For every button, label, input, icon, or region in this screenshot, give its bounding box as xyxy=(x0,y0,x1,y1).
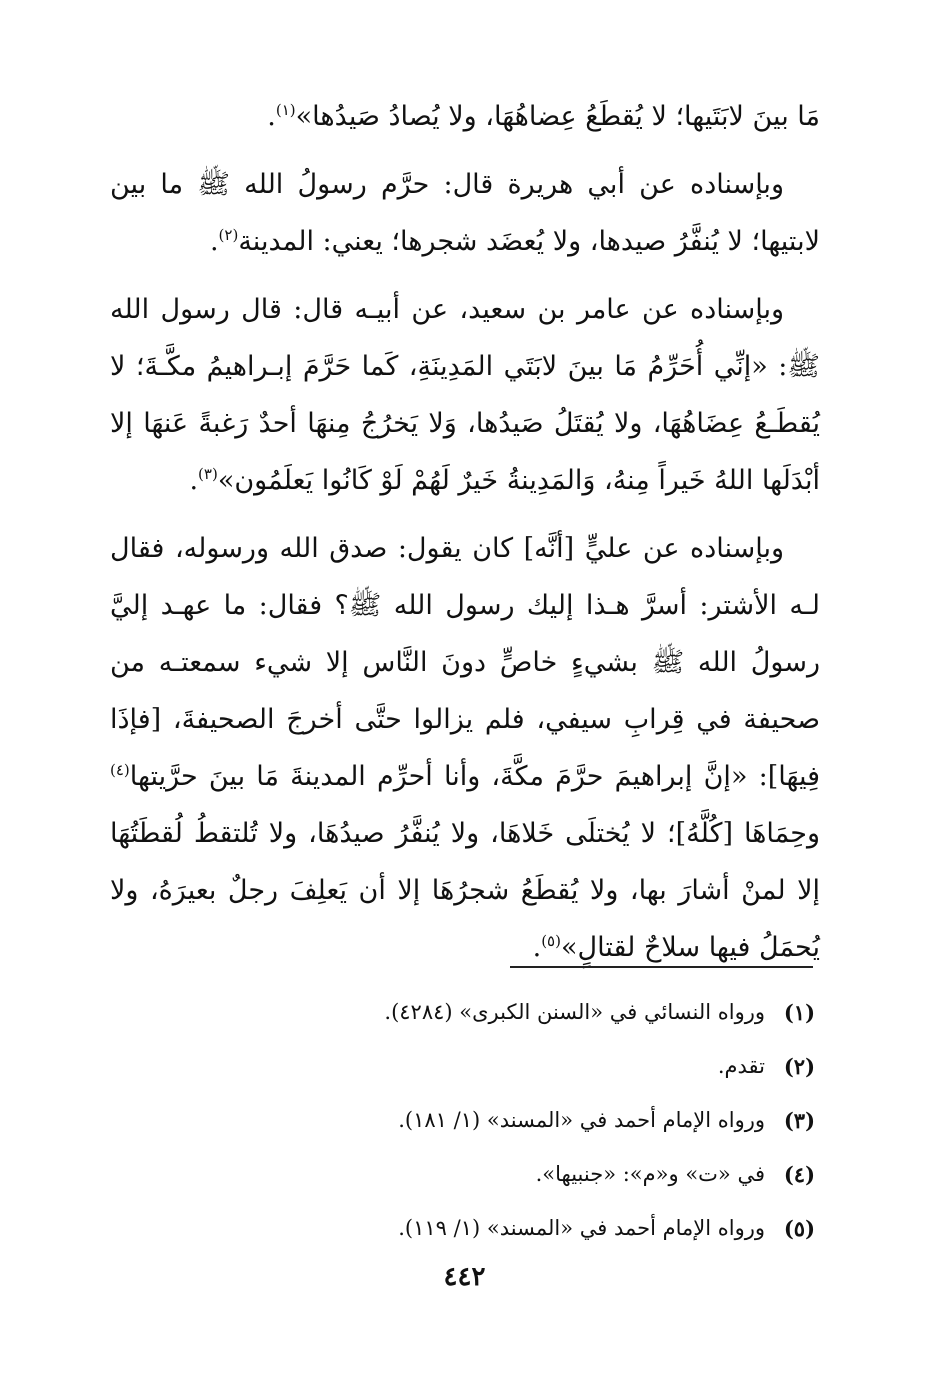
paragraph-1 xyxy=(110,88,820,145)
paragraph-4-end: . xyxy=(532,932,542,963)
paragraph-2-text: وبإسناده عن أبي هريرة قال: حرَّم رسولُ الله ﷺ ما بين لابتيها؛ لا يُنفَّرُ صيدها، ولا يُعضَد شجرها؛ يعني: المدينة xyxy=(110,169,820,257)
footnote-text: تقدم. xyxy=(717,1054,765,1078)
footnote-number: (١) xyxy=(783,999,815,1025)
footnote-1 xyxy=(300,985,815,1039)
paragraph-4-text-b: وحِمَاهَا [كُلَّهُ]؛ لا يُختلَى خَلاهَا، ولا يُنفَّرُ صيدُهَا، ولا تُلتقطُ لُقطَتُهَا إلا لمنْ أشارَ بها، ولا يُقطَعُ شجرُهَا إلا أن يَعلِفَ رجلٌ بعيرَهُ، ولا يُحمَلُ فيها سلاحٌ لقتالٍ» xyxy=(110,818,820,963)
footnote-2 xyxy=(300,1039,815,1093)
footnote-text: في «ت» و«م»: «جنبيها». xyxy=(535,1162,765,1186)
paragraph-3-end: . xyxy=(189,465,199,496)
footnote-text: ورواه الإمام أحمد في «المسند» (١/ ١٨١). xyxy=(398,1108,765,1132)
paragraph-4-text-a: وبإسناده عن عليٍّ [أنَّه] كان يقول: صدق الله ورسوله، فقال لـه الأشتر: أسرَّ هـذا إليك رسول الله ﷺ؟ فقال: ما عهـد إليَّ رسولُ الله ﷺ بشيءٍ خاصٍّ دونَ النَّاس إلا شيء سمعتـه من صحيفة في قِرابِ سيفي، فلم يزالوا حتَّى أخرجَ الصحيفةَ، [فإذَا فِيهَا]: «إنَّ إبراهيمَ حرَّمَ مكَّةَ، وأنا أحرِّم المدينةَ مَا بينَ حرَّيتها xyxy=(110,533,820,792)
footnote-number: (٥) xyxy=(783,1215,815,1241)
footnote-number: (٢) xyxy=(783,1053,815,1079)
paragraph-3 xyxy=(110,281,820,509)
paragraph-2 xyxy=(110,156,820,270)
footnote-ref-5: (٥) xyxy=(541,932,561,950)
footnote-text: ورواه النسائي في «السنن الكبرى» (٤٢٨٤). xyxy=(384,1000,765,1024)
footnote-number: (٣) xyxy=(783,1107,815,1133)
footnotes xyxy=(300,985,815,1255)
footnote-ref-3: (٣) xyxy=(198,465,218,483)
paragraph-1-text: مَا بينَ لابَتَيها؛ لا يُقطَعُ عِضاهُهَا، ولا يُصادُ صَيدُها» xyxy=(295,101,820,132)
main-text xyxy=(110,88,820,976)
page-number: ٤٤٢ xyxy=(443,1262,486,1292)
footnote-ref-4: (٤) xyxy=(110,761,130,779)
footnote-4 xyxy=(300,1147,815,1201)
footnote-3 xyxy=(300,1093,815,1147)
paragraph-1-end: . xyxy=(267,101,276,132)
paragraph-4 xyxy=(110,520,820,976)
footnote-ref-1: (١) xyxy=(275,101,296,119)
paragraph-3-text: وبإسناده عن عامر بن سعيد، عن أبيـه قال: قال رسول الله ﷺ: «إنِّي أُحَرِّمُ مَا بينَ لابَتَي المَدِينَةِ، كَما حَرَّمَ إبـراهيمُ مكَّـةَ؛ لا يُقطَـعُ عِضَاهُهَا، ولا يُقتَلُ صَيدُها، وَلا يَخرُجُ مِنهَا أحدٌ رَغبةً عَنهَا إلا أبْدَلَها اللهُ خَيراً مِنهُ، وَالمَدِينةُ خَيرٌ لَهُمْ لَوْ كَانُوا يَعلَمُون» xyxy=(110,294,820,496)
footnote-5 xyxy=(300,1201,815,1255)
footnote-ref-2: (٢) xyxy=(218,226,239,244)
footnote-number: (٤) xyxy=(783,1161,815,1187)
footnote-text: ورواه الإمام أحمد في «المسند» (١/ ١١٩). xyxy=(398,1216,765,1240)
footnote-separator xyxy=(510,966,813,968)
paragraph-2-end: . xyxy=(209,226,219,257)
